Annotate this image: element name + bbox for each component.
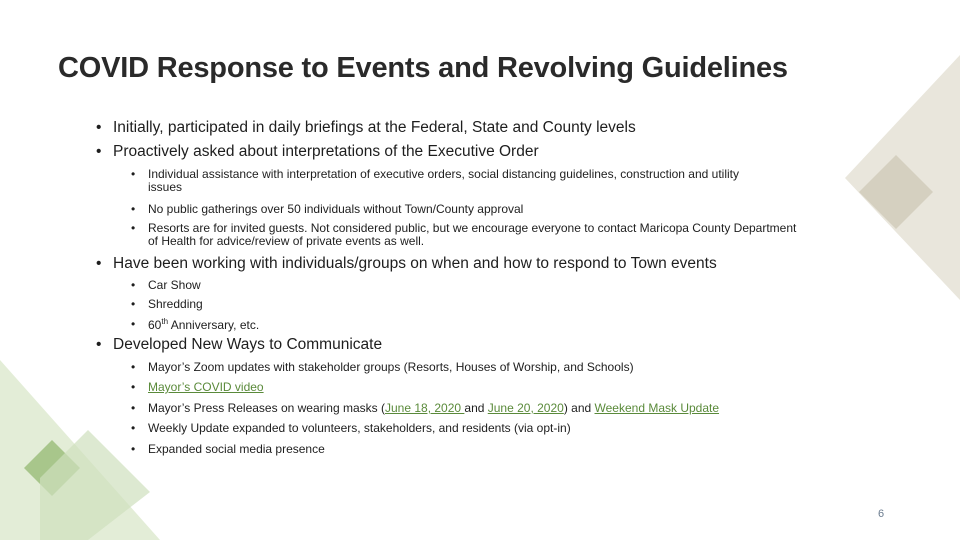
sub-bullet-text: Individual assistance with interpretation of executive orders, social distancing guidelines, construction and utility [148, 167, 739, 181]
sub-bullet-text-continued: of Health for advice/review of private events as well. [148, 234, 425, 248]
june-20-link[interactable]: June 20, 2020 [487, 401, 564, 415]
press-release-and: and [464, 401, 488, 415]
sub-bullet-text: Expanded social media presence [148, 442, 325, 456]
sub-bullet-text: No public gatherings over 50 individuals without Town/County approval [148, 202, 524, 216]
bullet-text: Initially, participated in daily briefings at the Federal, State and County levels [113, 119, 636, 136]
sub-bullet-text: Shredding [148, 297, 203, 311]
bullet-icon: • [131, 360, 136, 374]
sub-bullet-text [148, 401, 719, 415]
sub-bullet-text: Weekly Update expanded to volunteers, stakeholders, and residents (via opt-in) [148, 421, 571, 435]
bullet-text: Proactively asked about interpretations of the Executive Order [113, 143, 539, 160]
press-release-and-2: ) and [563, 401, 595, 415]
bullet-icon: • [131, 401, 136, 415]
anniversary-number: 60 [148, 318, 162, 332]
sub-bullet-text: Car Show [148, 278, 201, 292]
sub-bullet-text [148, 380, 264, 394]
bullet-text: Developed New Ways to Communicate [113, 336, 383, 353]
bullet-icon: • [131, 202, 136, 216]
press-release-prefix: Mayor’s Press Releases on wearing masks ( [148, 401, 385, 415]
covid-video-link[interactable]: Mayor’s COVID video [148, 380, 264, 394]
sub-bullet-text: Mayor’s Zoom updates with stakeholder groups (Resorts, Houses of Worship, and Schools) [148, 360, 634, 374]
bullet-icon: • [131, 442, 136, 456]
bullet-icon: • [131, 380, 136, 394]
bullet-icon: • [131, 167, 136, 181]
sub-bullet-text: Resorts are for invited guests. Not considered public, but we encourage everyone to contact Maricopa County Department [148, 221, 797, 235]
bullet-icon: • [96, 336, 102, 353]
anniversary-text: Anniversary, etc. [168, 318, 260, 332]
bullet-icon: • [131, 317, 136, 331]
sub-bullet-text-continued: issues [148, 180, 183, 194]
sub-bullet-text [148, 317, 259, 332]
page-number: 6 [878, 508, 885, 520]
bullet-icon: • [131, 278, 136, 292]
bullet-icon: • [96, 119, 102, 136]
bullet-icon: • [131, 221, 136, 235]
bullet-text: Have been working with individuals/groups on when and how to respond to Town events [113, 255, 717, 272]
weekend-mask-update-link[interactable]: Weekend Mask Update [594, 401, 720, 415]
ordinal-suffix: th [161, 317, 169, 326]
june-18-link[interactable]: June 18, 2020 [384, 401, 465, 415]
slide-title: COVID Response to Events and Revolving Guidelines [58, 52, 788, 84]
bullet-icon: • [96, 143, 102, 160]
bullet-icon: • [131, 297, 136, 311]
bullet-icon: • [96, 255, 102, 272]
bullet-icon: • [131, 421, 136, 435]
